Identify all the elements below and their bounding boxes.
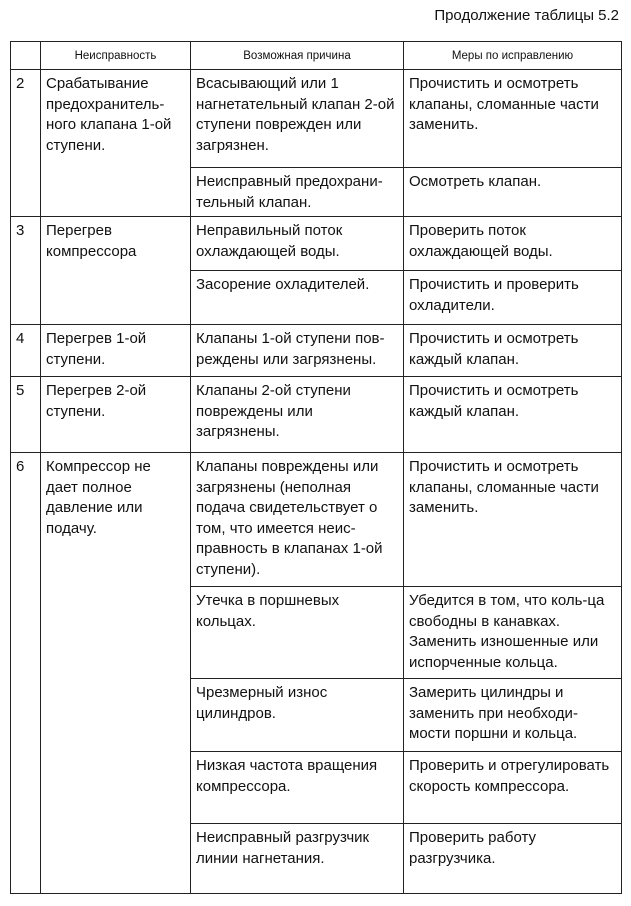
header-number <box>11 42 41 70</box>
row-number: 2 <box>11 70 41 217</box>
remedy-cell: Прочистить и осмотреть каждый клапан. <box>404 325 622 377</box>
cause-cell: Всасывающий или 1 нагнетательный клапан 2-ой ступени поврежден или загрязнен. <box>191 70 404 168</box>
table-caption: Продолжение таблицы 5.2 <box>434 7 619 24</box>
fault-cell: Перегрев 2-ой ступени. <box>41 377 191 453</box>
row-number: 5 <box>11 377 41 453</box>
header-cause: Возможная причина <box>191 42 404 70</box>
remedy-cell: Проверить и отрегулировать скорость компрессора. <box>404 752 622 824</box>
cause-cell: Неправильный поток охлаждающей воды. <box>191 217 404 271</box>
table-row <box>11 217 622 271</box>
row-number: 3 <box>11 217 41 325</box>
fault-cell: Срабатывание предохранитель-ного клапана 1-ой ступени. <box>41 70 191 217</box>
fault-cell: Перегрев 1-ой ступени. <box>41 325 191 377</box>
table-row <box>11 70 622 168</box>
fault-cell: Перегрев компрессора <box>41 217 191 325</box>
remedy-cell: Замерить цилиндры и заменить при необходи-мости поршни и кольца. <box>404 679 622 752</box>
remedy-cell: Проверить работу разгрузчика. <box>404 824 622 894</box>
table-row <box>11 453 622 587</box>
cause-cell: Клапаны 2-ой ступени повреждены или загрязнены. <box>191 377 404 453</box>
table-row <box>11 325 622 377</box>
cause-cell: Чрезмерный износ цилиндров. <box>191 679 404 752</box>
remedy-cell: Проверить поток охлаждающей воды. <box>404 217 622 271</box>
cause-cell: Низкая частота вращения компрессора. <box>191 752 404 824</box>
remedy-cell: Осмотреть клапан. <box>404 168 622 217</box>
remedy-cell: Прочистить и осмотреть каждый клапан. <box>404 377 622 453</box>
cause-cell: Клапаны 1-ой ступени пов-реждены или загрязнены. <box>191 325 404 377</box>
table-header-row <box>11 42 622 70</box>
fault-table <box>10 41 622 894</box>
cause-cell: Утечка в поршневых кольцах. <box>191 587 404 679</box>
header-remedy: Меры по исправлению <box>404 42 622 70</box>
cause-cell: Неисправный предохрани-тельный клапан. <box>191 168 404 217</box>
cause-cell: Неисправный разгрузчик линии нагнетания. <box>191 824 404 894</box>
table-row <box>11 377 622 453</box>
cause-cell: Засорение охладителей. <box>191 271 404 325</box>
remedy-cell: Убедится в том, что коль-ца свободны в канавках. Заменить изношенные или испорченные кольца. <box>404 587 622 679</box>
remedy-cell: Прочистить и осмотреть клапаны, сломанные части заменить. <box>404 453 622 587</box>
header-fault: Неисправность <box>41 42 191 70</box>
row-number: 6 <box>11 453 41 894</box>
row-number: 4 <box>11 325 41 377</box>
fault-cell: Компрессор не дает полное давление или подачу. <box>41 453 191 894</box>
cause-cell: Клапаны повреждены или загрязнены (неполная подача свидетельствует о том, что имеется неис-правность в клапанах 1-ой ступени). <box>191 453 404 587</box>
remedy-cell: Прочистить и проверить охладители. <box>404 271 622 325</box>
remedy-cell: Прочистить и осмотреть клапаны, сломанные части заменить. <box>404 70 622 168</box>
